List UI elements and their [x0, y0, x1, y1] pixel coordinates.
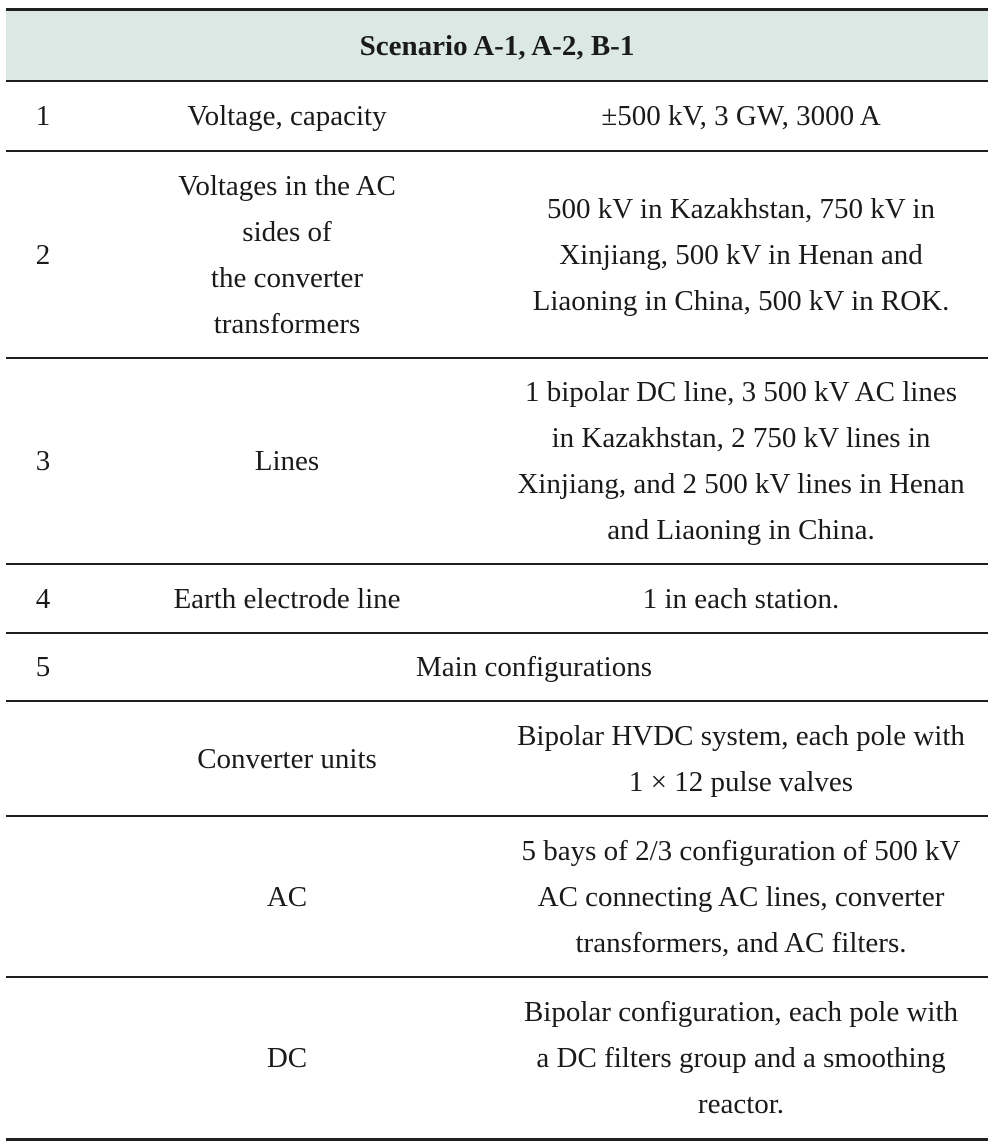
row-value: ±500 kV, 3 GW, 3000 A: [494, 81, 988, 151]
table-row: [6, 564, 988, 633]
row-value-line: in Kazakhstan, 2 750 kV lines in: [551, 422, 931, 454]
row-value-line: and Liaoning in China.: [607, 514, 875, 546]
row-value-line: transformers, and AC filters.: [575, 926, 907, 959]
row-value: 1 in each station.: [494, 564, 988, 633]
table-row: [6, 358, 988, 564]
row-value-line: Xinjiang, 500 kV in Henan and: [559, 238, 923, 271]
row-number: 4: [6, 564, 80, 633]
table-row: [6, 633, 988, 701]
row-value-line: a DC filters group and a smoothing: [536, 1041, 946, 1074]
row-item: Converter units: [80, 701, 494, 816]
row-item: Earth electrode line: [80, 564, 494, 633]
row-number: [6, 977, 80, 1139]
section-heading: Main configurations: [80, 633, 988, 701]
row-item: AC: [80, 816, 494, 977]
row-number: [6, 701, 80, 816]
row-item-line: sides of: [242, 215, 332, 248]
row-value-line: Liaoning in China, 500 kV in ROK.: [532, 284, 950, 317]
row-number: 1: [6, 81, 80, 151]
table-row: [6, 977, 988, 1139]
row-value-line: Bipolar HVDC system, each pole with: [517, 719, 965, 752]
row-item-line: Voltages in the AC: [178, 169, 396, 202]
row-value-line: reactor.: [697, 1087, 785, 1120]
table-header-row: [6, 10, 988, 82]
row-value-line: AC connecting AC lines, converter: [537, 880, 945, 913]
table-row: [6, 816, 988, 977]
row-value-line: 500 kV in Kazakhstan, 750 kV in: [547, 192, 935, 225]
table-header: Scenario A-1, A-2, B-1: [6, 10, 988, 82]
row-value-line: Xinjiang, and 2 500 kV lines in Henan: [517, 468, 965, 500]
row-number: [6, 816, 80, 977]
row-item-line: the converter: [210, 261, 364, 294]
row-item: [80, 151, 494, 358]
row-number: 2: [6, 151, 80, 358]
row-value: [494, 701, 988, 816]
row-value-line: 5 bays of 2/3 configuration of 500 kV: [521, 834, 961, 867]
row-item: DC: [80, 977, 494, 1139]
row-value: [494, 358, 988, 564]
row-number: 5: [6, 633, 80, 701]
scenario-table: [6, 8, 988, 1141]
table-row: [6, 701, 988, 816]
row-value-line: Bipolar configuration, each pole with: [523, 995, 959, 1028]
row-item-line: transformers: [213, 307, 361, 340]
row-value: [494, 816, 988, 977]
row-item: Lines: [80, 358, 494, 564]
row-value-line: 1 bipolar DC line, 3 500 kV AC lines: [524, 376, 958, 408]
row-value: [494, 151, 988, 358]
row-value-line: 1 × 12 pulse valves: [628, 765, 854, 798]
row-number: 3: [6, 358, 80, 564]
table-row: [6, 151, 988, 358]
table-row: [6, 81, 988, 151]
row-item: Voltage, capacity: [80, 81, 494, 151]
row-value: [494, 977, 988, 1139]
